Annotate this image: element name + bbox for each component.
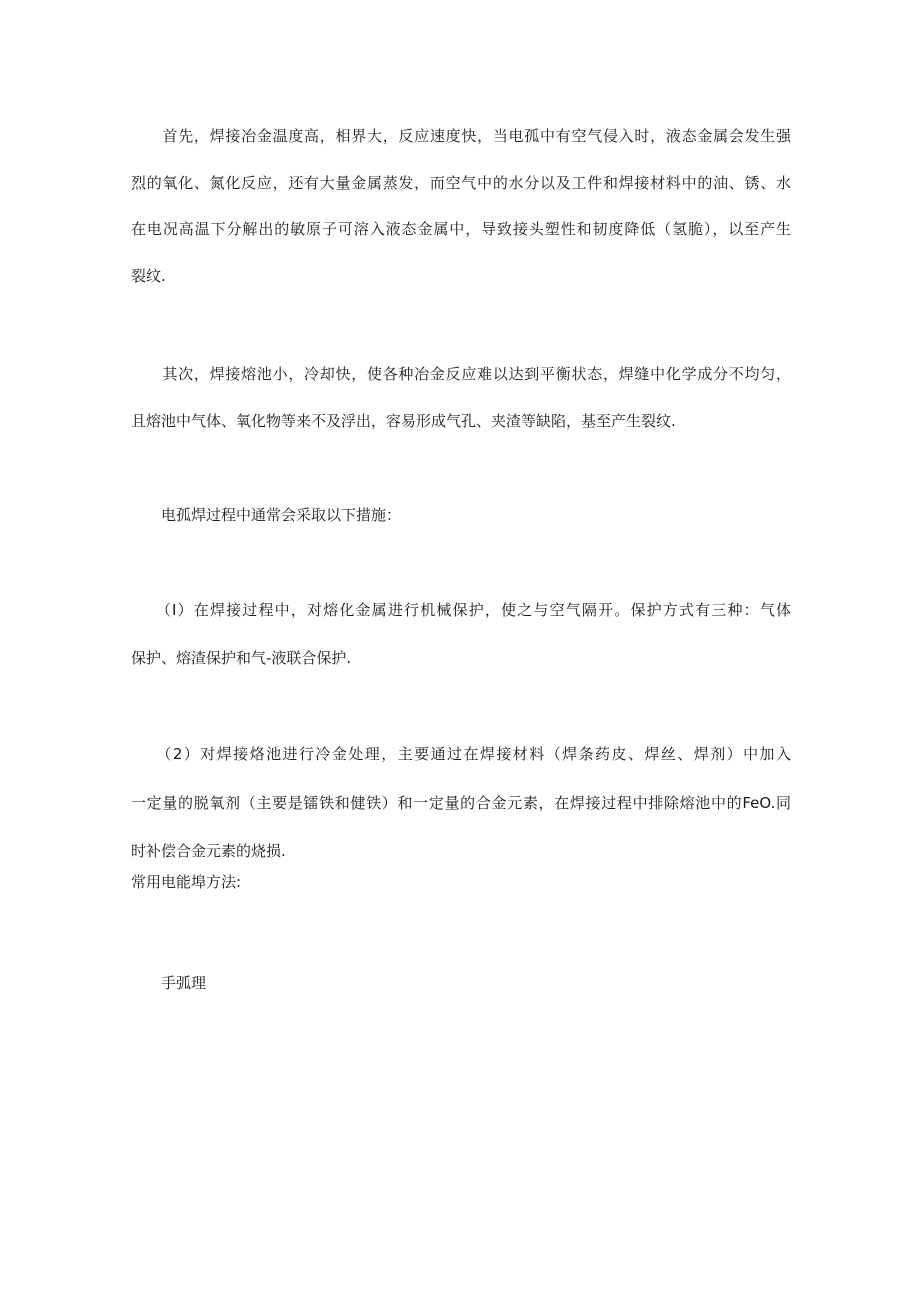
text-line: 其次，焊接熔池小，冷却快，使各种冶金反应难以达到平衡状态，焊缝中化学成分不均匀， — [131, 365, 791, 383]
text-line: 时补偿合金元素的烧损. — [131, 842, 286, 860]
text-line: 电孤焊过程中通常会采取以下措施： — [131, 506, 402, 524]
list-item: 手弧理 — [131, 974, 207, 992]
text-line: 且熔池中气体、氧化物等来不及浮出，容易形成气孔、夹渣等缺陷，基至产生裂纹. — [131, 412, 676, 430]
text-line: （2）对焊接烙池进行冷金处理，主要通过在焊接材料（焊条药皮、焊丝、焊剂）中加入 — [131, 745, 791, 763]
text-line: （I）在焊接过程中，对熔化金属进行机械保护，使之与空气隔开。保护方式有三种：气体 — [131, 601, 791, 619]
text-line: 烈的氧化、氮化反应，还有大量金属蒸发，而空气中的水分以及工件和焊接材料中的油、锈、水 — [131, 174, 791, 192]
text-line: 裂纹. — [131, 267, 166, 285]
text-line: 首先，焊接冶金温度高，相界大，反应速度快，当电孤中有空气侵入时，液态金属会发生强 — [131, 127, 791, 145]
text-line: 保护、熔渣保护和气-液联合保护. — [131, 649, 352, 667]
section-heading: 常用电能埠方法: — [131, 873, 242, 891]
text-line: 在电况高温下分解出的敏原子可溶入液态金属中，导致接头塑性和韧度降低（氢脆），以至产生 — [131, 220, 791, 238]
text-line: 一定量的脱氧剂（主要是镭铁和健铁）和一定量的合金元素，在焊接过程中排除熔池中的FeO.同 — [131, 794, 791, 812]
